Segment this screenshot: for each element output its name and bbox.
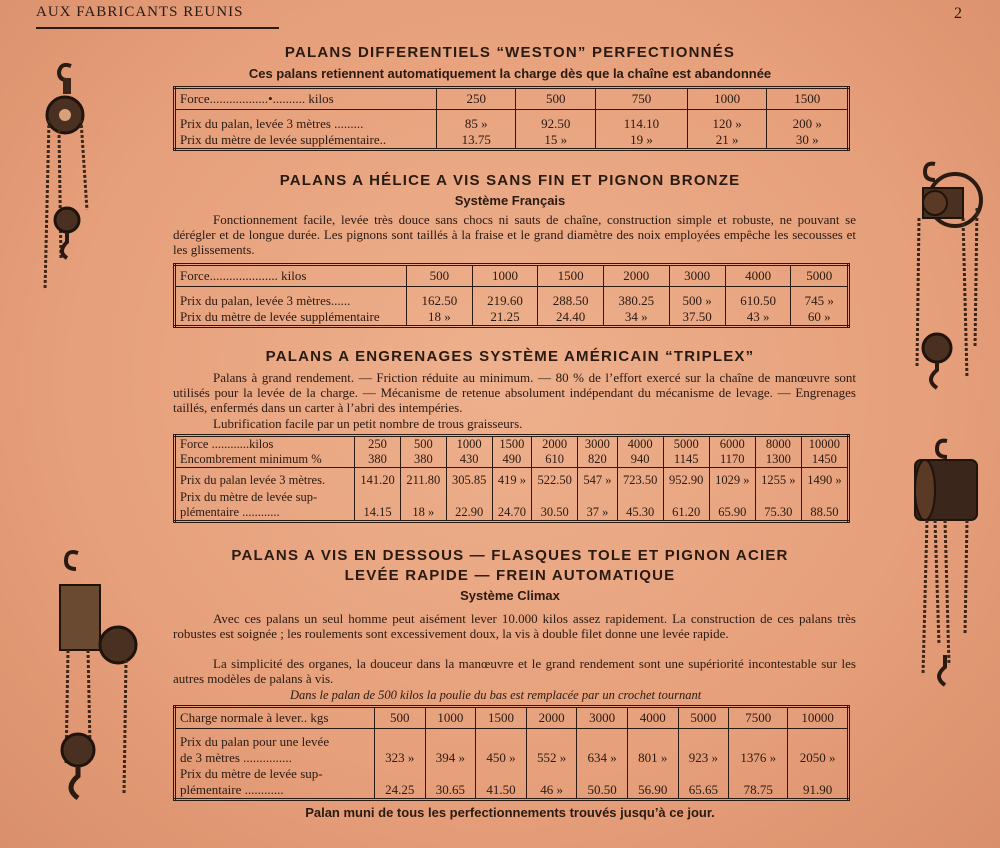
charge-cell: 5000	[678, 707, 729, 729]
section4-note: Dans le palan de 500 kilos la poulie du bas est remplacée par un crochet tournant	[290, 688, 702, 702]
section4-paragraph-simplicity: La simplicité des organes, la douceur dans la manœuvre et le grand rendement sont une supériorité incontestable sur les autres modèles de palans à vis.	[173, 656, 856, 686]
size-cell: 940	[617, 452, 663, 468]
price-cell: 323 »	[375, 729, 426, 767]
extra-metre-label-line2: plémentaire ............	[180, 782, 284, 797]
section4-title-line1: PALANS A VIS EN DESSOUS — FLASQUES TOLE ET PIGNON ACIER	[231, 547, 789, 564]
force-cell: 500	[407, 265, 473, 287]
extra-metre-label: Prix du mètre de levée supplémentaire	[180, 309, 380, 324]
price-label: Prix du palan levée 3 mètres.	[180, 473, 326, 488]
section1-title: PALANS DIFFERENTIELS “WESTON” PERFECTIONNÉS	[284, 44, 736, 61]
extra-metre-cell: 21.25	[472, 309, 538, 327]
price-cell: 162.50	[407, 287, 473, 310]
price-cell: 547 »	[578, 468, 617, 490]
section4-title-line2: LEVÉE RAPIDE — FREIN AUTOMATIQUE	[344, 567, 676, 584]
force-cell: 4000	[725, 265, 791, 287]
extra-metre-cell: 56.90	[627, 766, 678, 800]
extra-metre-cell: 24.40	[538, 309, 604, 327]
force-cell: 500	[516, 88, 595, 110]
price-cell: 85 »	[437, 110, 516, 133]
size-cell: 820	[578, 452, 617, 468]
price-cell: 450 »	[476, 729, 527, 767]
force-cell: 250	[437, 88, 516, 110]
weston-price-table	[173, 86, 850, 151]
price-cell: 120 »	[687, 110, 766, 133]
price-cell: 2050 »	[788, 729, 849, 767]
differential-hoist-illustration	[35, 60, 105, 305]
extra-metre-cell: 37.50	[669, 309, 725, 327]
charge-cell: 1500	[476, 707, 527, 729]
size-cell: 490	[492, 452, 531, 468]
price-cell: 200 »	[767, 110, 849, 133]
extra-metre-cell: 22.90	[446, 490, 492, 522]
price-cell: 1029 »	[709, 468, 755, 490]
extra-metre-cell: 18 »	[401, 490, 447, 522]
size-cell: 380	[355, 452, 401, 468]
size-cell: 1145	[663, 452, 709, 468]
force-cell: 250	[355, 436, 401, 453]
force-cell: 3000	[578, 436, 617, 453]
section2-subtitle: Système Français	[454, 193, 566, 208]
extra-metre-cell: 61.20	[663, 490, 709, 522]
climax-hoist-illustration	[38, 545, 138, 820]
price-cell: 923 »	[678, 729, 729, 767]
extra-metre-cell: 41.50	[476, 766, 527, 800]
climax-price-table	[173, 705, 850, 801]
charge-cell: 7500	[729, 707, 788, 729]
extra-metre-cell: 15 »	[516, 132, 595, 150]
extra-metre-cell: 50.50	[577, 766, 628, 800]
price-cell: 552 »	[526, 729, 577, 767]
charge-cell: 3000	[577, 707, 628, 729]
extra-metre-cell: 34 »	[603, 309, 669, 327]
force-cell: 6000	[709, 436, 755, 453]
extra-metre-cell: 65.90	[709, 490, 755, 522]
triplex-price-table	[173, 434, 850, 523]
worm-gear-hoist-illustration	[905, 158, 985, 398]
charge-cell: 2000	[526, 707, 577, 729]
extra-metre-label-line1: Prix du mètre de levée sup-	[180, 766, 323, 781]
force-cell: 1000	[472, 265, 538, 287]
price-cell: 610.50	[725, 287, 791, 310]
extra-metre-cell: 46 »	[526, 766, 577, 800]
section4-footer: Palan muni de tous les perfectionnements trouvés jusqu’à ce jour.	[305, 805, 715, 820]
charge-label: Charge normale à lever.. kgs	[175, 707, 375, 729]
extra-metre-cell: 30.50	[532, 490, 578, 522]
force-cell: 10000	[801, 436, 848, 453]
charge-cell: 500	[375, 707, 426, 729]
force-cell: 1500	[492, 436, 531, 453]
extra-metre-cell: 13.75	[437, 132, 516, 150]
extra-metre-label: Prix du mètre de levée supplémentaire..	[180, 132, 387, 147]
page-number: 2	[954, 5, 962, 22]
extra-metre-cell: 24.25	[375, 766, 426, 800]
extra-metre-cell: 43 »	[725, 309, 791, 327]
section4-subtitle: Système Climax	[460, 588, 560, 603]
worm-gear-price-table	[173, 263, 850, 328]
charge-cell: 10000	[788, 707, 849, 729]
extra-metre-cell: 30.65	[425, 766, 476, 800]
force-cell: 5000	[663, 436, 709, 453]
price-cell: 114.10	[595, 110, 687, 133]
price-label-line2: de 3 mètres ...............	[180, 750, 292, 765]
extra-metre-cell: 78.75	[729, 766, 788, 800]
price-cell: 1490 »	[801, 468, 848, 490]
price-cell: 723.50	[617, 468, 663, 490]
size-cell: 380	[401, 452, 447, 468]
section4-paragraph: Avec ces palans un seul homme peut aisément lever 10.000 kilos assez rapidement. La construction de ces palans très robustes est soignée ; les roulements sont excessivement doux, la vis à double filet donne une levée rapide.	[173, 611, 856, 641]
extra-metre-cell: 88.50	[801, 490, 848, 522]
section3-paragraph-lubrication: Lubrification facile par un petit nombre de trous graisseurs.	[213, 416, 523, 431]
price-cell: 419 »	[492, 468, 531, 490]
price-cell: 219.60	[472, 287, 538, 310]
force-cell: 3000	[669, 265, 725, 287]
extra-metre-cell: 60 »	[791, 309, 849, 327]
price-label: Prix du palan, levée 3 mètres .........	[180, 116, 364, 131]
price-cell: 745 »	[791, 287, 849, 310]
price-cell: 952.90	[663, 468, 709, 490]
price-cell: 211.80	[401, 468, 447, 490]
force-cell: 500	[401, 436, 447, 453]
section1-subtitle: Ces palans retiennent automatiquement la charge dès que la chaîne est abandonnée	[248, 66, 772, 81]
force-cell: 1500	[538, 265, 604, 287]
size-cell: 430	[446, 452, 492, 468]
section3-paragraph: Palans à grand rendement. — Friction réduite au minimum. — 80 % de l’effort exercé sur la chaîne de manœuvre sont utilisés pour la levée de la charge. — Mécanisme de retenue absolument indépendant du mécanisme de levage. — Engrenages taillés, enfermés dans un carter à l’abri des intempéries.	[173, 370, 856, 415]
extra-metre-cell: 14.15	[355, 490, 401, 522]
price-cell: 141.20	[355, 468, 401, 490]
extra-metre-label	[175, 766, 375, 800]
price-label: Prix du palan, levée 3 mètres......	[180, 293, 351, 308]
size-cell: 1170	[709, 452, 755, 468]
header-rule	[36, 27, 279, 29]
section3-title: PALANS A ENGRENAGES SYSTÈME AMÉRICAIN “TRIPLEX”	[265, 348, 755, 365]
section2-paragraph: Fonctionnement facile, levée très douce sans chocs ni sauts de chaîne, construction simple et robuste, ne pouvant se dérégler et de longue durée. Les pignons sont taillés à la fraise et le grand diamètre des noix employées empêche les secousses et les glissements.	[173, 212, 856, 257]
force-cell: 4000	[617, 436, 663, 453]
section2-title: PALANS A HÉLICE A VIS SANS FIN ET PIGNON BRONZE	[279, 172, 741, 189]
price-cell: 634 »	[577, 729, 628, 767]
extra-metre-cell: 24.70	[492, 490, 531, 522]
price-label	[175, 729, 375, 767]
extra-metre-label-line2: plémentaire ............	[180, 504, 280, 519]
price-cell: 305.85	[446, 468, 492, 490]
price-cell: 92.50	[516, 110, 595, 133]
force-cell: 2000	[603, 265, 669, 287]
price-cell: 1255 »	[755, 468, 801, 490]
extra-metre-label	[175, 490, 355, 522]
size-cell: 1450	[801, 452, 848, 468]
force-label: Force ............kilos	[180, 437, 274, 451]
charge-cell: 1000	[425, 707, 476, 729]
extra-metre-cell: 75.30	[755, 490, 801, 522]
extra-metre-cell: 19 »	[595, 132, 687, 150]
charge-cell: 4000	[627, 707, 678, 729]
size-cell: 1300	[755, 452, 801, 468]
price-cell: 1376 »	[729, 729, 788, 767]
price-cell: 288.50	[538, 287, 604, 310]
extra-metre-cell: 45.30	[617, 490, 663, 522]
size-label: Encombrement minimum %	[180, 452, 322, 466]
size-cell: 610	[532, 452, 578, 468]
extra-metre-label-line1: Prix du mètre de levée sup-	[180, 489, 318, 504]
force-cell: 1000	[446, 436, 492, 453]
price-cell: 394 »	[425, 729, 476, 767]
force-cell: 750	[595, 88, 687, 110]
extra-metre-cell: 18 »	[407, 309, 473, 327]
extra-metre-cell: 65.65	[678, 766, 729, 800]
force-cell: 1500	[767, 88, 849, 110]
force-label: Force..................•.......... kilos	[175, 88, 437, 110]
price-cell: 522.50	[532, 468, 578, 490]
force-cell: 5000	[791, 265, 849, 287]
price-label-line1: Prix du palan pour une levée	[180, 734, 330, 749]
company-header: AUX FABRICANTS REUNIS	[36, 4, 244, 20]
extra-metre-cell: 37 »	[578, 490, 617, 522]
extra-metre-cell: 91.90	[788, 766, 849, 800]
price-cell: 801 »	[627, 729, 678, 767]
extra-metre-cell: 21 »	[687, 132, 766, 150]
force-cell: 2000	[532, 436, 578, 453]
price-cell: 500 »	[669, 287, 725, 310]
extra-metre-cell: 30 »	[767, 132, 849, 150]
force-label: Force..................... kilos	[175, 265, 407, 287]
force-cell: 1000	[687, 88, 766, 110]
triplex-hoist-illustration	[905, 435, 985, 695]
force-cell: 8000	[755, 436, 801, 453]
price-cell: 380.25	[603, 287, 669, 310]
